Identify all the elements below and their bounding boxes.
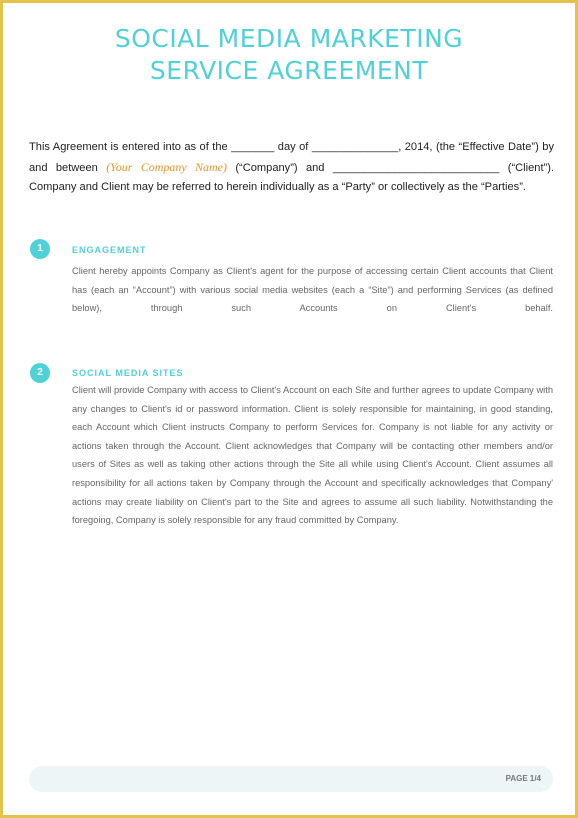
title-line-1: SOCIAL MEDIA MARKETING [114, 24, 464, 53]
company-name-placeholder: (Your Company Name) [106, 159, 227, 174]
intro-paragraph [29, 138, 554, 198]
page-number: PAGE 1/4 [505, 774, 541, 783]
intro-text-2: (“Company”) and ___________________________ (“Client”). Company and Client may be referred to herein individually as a “Party” or collectively as the “Parties”. [29, 161, 555, 193]
page-footer-bar [29, 766, 553, 792]
section-2-body: Client will provide Company with access to Client's Account on each Site and further agrees to update Company with any changes to Client's id or password information. Client is solely responsible for maintaining, in good standing, each Account which Client instructs Company to perform Services for. Company is not liable for any activity or actions taken through the Account. Client acknowledges that Company will be contacting other members and/or users of Sites as well as taking other actions through the Site all while using Client's Account. Client assumes all responsibility for all actions taken by Company through the Account and specifically acknowledges that Company' actions may create liability on Client's part to the Site and agrees to assume all such liability. Notwithstanding the foregoing, Company is solely responsible for any fraud committed by Company. [72, 385, 553, 526]
title-line-2: SERVICE AGREEMENT [149, 56, 429, 85]
section-2-number-badge: 2 [30, 363, 50, 383]
document-title [3, 23, 575, 87]
section-2-heading: SOCIAL MEDIA SITES [72, 368, 184, 378]
section-1-body: Client hereby appoints Company as Client's agent for the purpose of accessing certain Client accounts that Client has (each an “Account”) with various social media websites (each a “Site”) and performing Services (as defined below), through such Accounts on Client's behalf. [72, 266, 553, 314]
section-1-number-badge: 1 [30, 239, 50, 259]
intro-text-1: This Agreement is entered into as of the _______ day of ______________, 2014, (the “Effective Date”) by and between [29, 141, 554, 174]
section-1-heading: ENGAGEMENT [72, 245, 147, 255]
